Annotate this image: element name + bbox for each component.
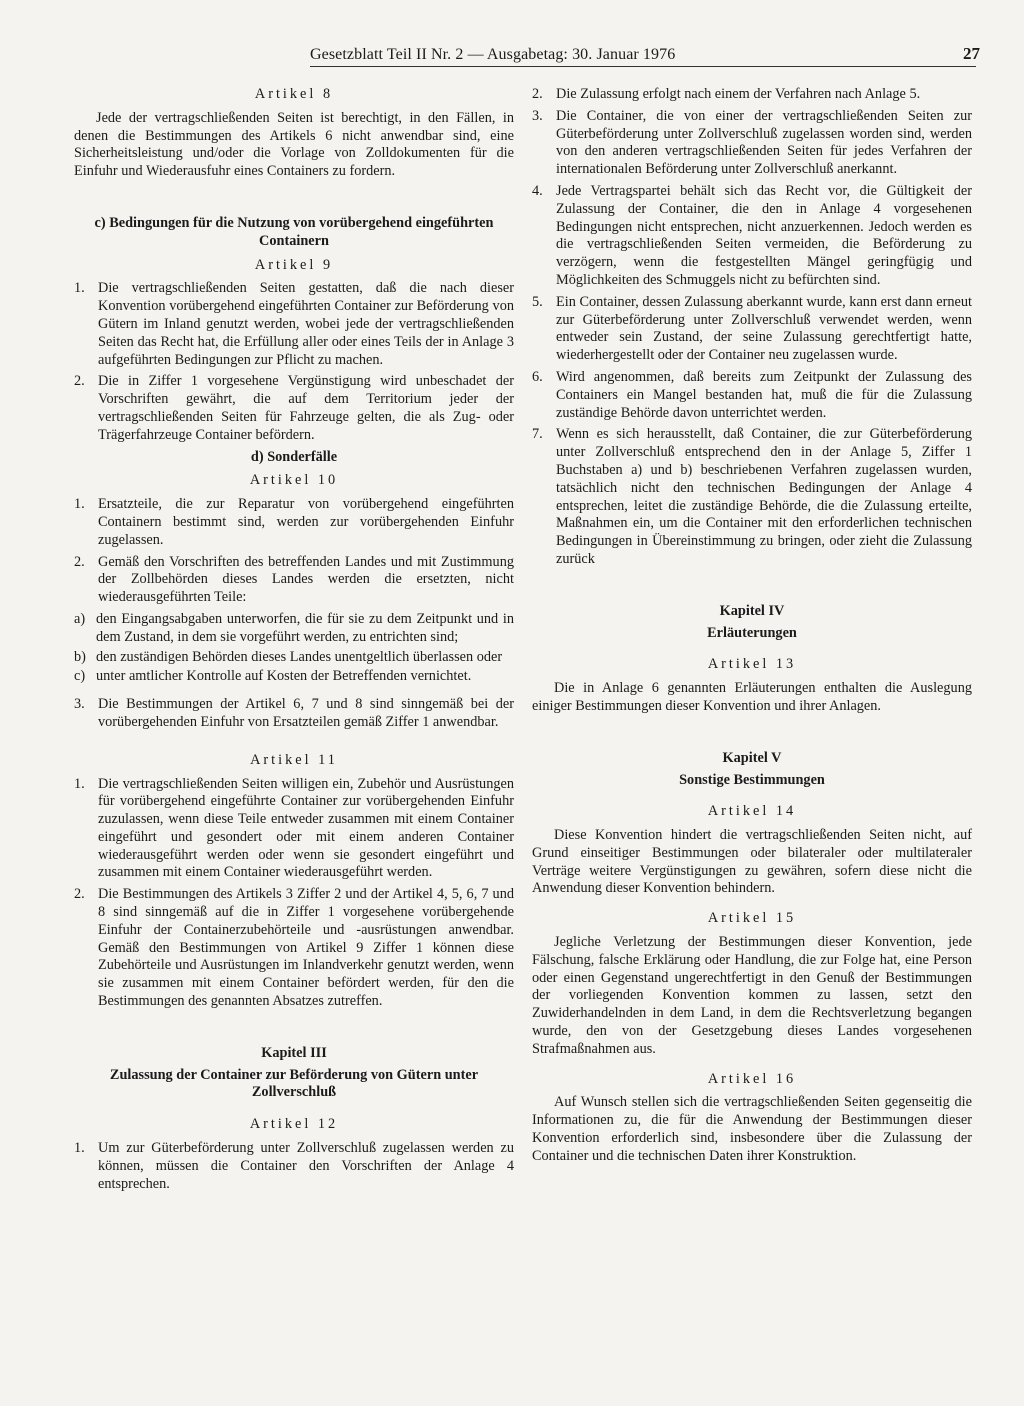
item-text: Die Zulassung erfolgt nach einem der Verfahren nach Anlage 5.	[556, 86, 921, 102]
article-13-text: Die in Anlage 6 genannten Erläuterungen enthalten die Auslegung einiger Bestimmungen dieser Konvention und ihrer Anlagen.	[532, 680, 972, 714]
item-number: 2.	[74, 373, 85, 390]
item-number: 2.	[532, 86, 543, 102]
item-number: 7.	[532, 426, 543, 443]
article-10-sub-a	[74, 611, 514, 647]
article-8-text: Jede der vertragschließenden Seiten ist berechtigt, in den Fällen, in denen die Bestimmungen des Artikels 6 nicht anwendbar sind, eine Sicherheitsleistung und/oder die Vorlage von Zolldokumenten für die Einfuhr und Wiederausfuhr eines Containers zu fordern.	[74, 109, 514, 180]
section-c-heading: c) Bedingungen für die Nutzung von vorübergehend eingeführten Containern	[94, 214, 494, 249]
chapter-5-subtitle: Sonstige Bestimmungen	[679, 771, 825, 788]
article-10-sub-c	[74, 668, 514, 686]
section-d-heading: d) Sonderfälle	[250, 448, 338, 465]
item-number: 2.	[74, 553, 85, 570]
chapter-4-subtitle: Erläuterungen	[707, 624, 797, 641]
chapter-5-title: Kapitel V	[722, 749, 782, 766]
chapter-3-title: Kapitel III	[261, 1044, 327, 1061]
article-10-heading: Artikel 10	[249, 472, 339, 489]
item-text: Die vertragschließenden Seiten gestatten, daß die nach dieser Konvention vorübergehend eingeführten Container zur Beförderung von Gütern im Inland genutzt werden, wobei jede der vertragschließenden Seiten das Recht hat, die Erfüllung aller oder eines Teils der in Anlage 3 aufgeführten Bedingungen zur Pflicht zu machen.	[98, 280, 514, 368]
article-12-item-1	[74, 1140, 514, 1193]
article-12-item-2	[532, 86, 972, 104]
item-number: 3.	[74, 696, 85, 713]
item-text: Die Bestimmungen des Artikels 3 Ziffer 2 und der Artikel 4, 5, 6, 7 und 8 sind sinngemäß auf die in Ziffer 1 vorgesehene vorübergehende Einfuhr der Containerzubehörteile und -ausrüstungen anwendbar. Gemäß den Bestimmungen von Artikel 9 Ziffer 1 können diese Zubehörteile und Ausrüstungen im Inlandverkehr genutzt werden, wenn sie zusammen mit einem Container befördert werden, für den die Bestimmungen des genannten Absatzes zutreffen.	[98, 886, 514, 1010]
article-14-text: Diese Konvention hindert die vertragschließenden Seiten nicht, auf Grund einseitiger Bestimmungen oder bilateraler oder multilateraler Verträge weitere Vergünstigungen zu gewähren, sofern diese nicht die Anwendung dieser Konvention behindern.	[532, 827, 972, 897]
article-16-text: Auf Wunsch stellen sich die vertragschließenden Seiten gegenseitig die Informationen zu, die für die Anwendung der Bestimmungen dieser Konvention erforderlich sind, insbesondere über die Zulassung der Container und die technischen Daten ihrer Konstruktion.	[532, 1094, 972, 1164]
article-11-item-1	[74, 776, 514, 883]
item-number: 3.	[532, 107, 543, 124]
page-number: 27	[963, 44, 980, 63]
item-number: 1.	[74, 1140, 85, 1157]
article-14-heading: Artikel 14	[707, 803, 797, 820]
item-text: Gemäß den Vorschriften des betreffenden Landes und mit Zustimmung der Zollbehörden dieses Landes werden die ersetzten, nicht wiederausgeführten Teile:	[98, 553, 514, 606]
item-number: 2.	[74, 886, 85, 903]
article-9-item-1	[74, 280, 514, 369]
article-9-item-2	[74, 373, 514, 444]
article-15-text: Jegliche Verletzung der Bestimmungen dieser Konvention, jede Fälschung, falsche Erklärung oder Handlung, die zur Folge hat, eine Person oder einen Gegenstand ungerechtfertigt in den Genuß der Bestimmungen der vorliegenden Konvention kommen zu lassen, setzt den Zuwiderhandelnden in dem Land, in dem die Rechtsverletzung begangen wurde, den von der Gesetzgebung dieses Landes vorgesehenen Strafmaßnahmen aus.	[532, 934, 972, 1057]
item-text: Ein Container, dessen Zulassung aberkannt wurde, kann erst dann erneut zur Güterbeförderung unter Zollverschluß verwendet werden, wenn entweder sein Zustand, der seine Zulassung gerechtfertigt hatte, wiederhergestellt oder der Container neu zugelassen wurde.	[556, 293, 972, 364]
page-header	[310, 44, 980, 64]
item-number: 4.	[532, 182, 543, 199]
item-text: Um zur Güterbeförderung unter Zollverschluß zugelassen werden zu können, müssen die Container den Vorschriften der Anlage 4 entsprechen.	[98, 1140, 514, 1192]
article-12-item-6	[532, 369, 972, 422]
article-12-item-4	[532, 183, 972, 290]
item-text: Wird angenommen, daß bereits zum Zeitpunkt der Zulassung des Containers ein Mangel bestanden hat, muß die für die Zulassung zuständige Behörde davon unterrichtet werden.	[556, 368, 972, 421]
item-text: Die vertragschließenden Seiten willigen ein, Zubehör und Ausrüstungen für vorübergehend eingeführte Container zur vorübergehenden Einfuhr zuzulassen, wenn diese Teile entweder zusammen mit einem Container eingeführt und gesondert oder mit einem anderen Container wiederausgeführt werden oder wenn sie gesondert eingeführt und zusammen mit einem Container wiederausgeführt werden.	[98, 775, 514, 881]
article-12-item-5	[532, 294, 972, 365]
article-11-item-2	[74, 886, 514, 1011]
sub-text: unter amtlicher Kontrolle auf Kosten der Betreffenden vernichtet.	[96, 668, 472, 685]
item-text: Die Bestimmungen der Artikel 6, 7 und 8 sind sinngemäß bei der vorübergehenden Einfuhr von Ersatzteilen gemäß Ziffer 1 anwendbar.	[98, 696, 514, 730]
item-text: Jede Vertragspartei behält sich das Recht vor, die Gültigkeit der Zulassung der Container, die den in Anlage 4 vorgesehenen Bedingungen nicht entsprechen, nicht anzuerkennen. Jedoch werden es die vertragschließenden Seiten vermeiden, die Beförderung zu verzögern, wenn die festgestellten Mängel geringfügig und Möglichkeiten des Schmuggels nicht zu befürchten sind.	[556, 182, 972, 288]
sub-letter: c)	[74, 668, 86, 685]
article-12-heading: Artikel 12	[249, 1116, 339, 1133]
sub-letter: b)	[74, 648, 86, 665]
article-10-item-1	[74, 496, 514, 549]
article-13-heading: Artikel 13	[707, 656, 797, 673]
header-rule	[310, 66, 976, 67]
article-8-heading: Artikel 8	[254, 86, 334, 102]
item-number: 1.	[74, 280, 85, 297]
item-number: 1.	[74, 775, 85, 792]
chapter-3-subtitle: Zulassung der Container zur Beförderung von Gütern unter Zollverschluß	[109, 1066, 479, 1101]
article-10-item-2	[74, 554, 514, 607]
article-12-item-3	[532, 108, 972, 179]
article-9-heading: Artikel 9	[254, 256, 334, 273]
item-number: 1.	[74, 496, 85, 513]
item-text: Die Container, die von einer der vertragschließenden Seiten zur Güterbeförderung unter Zollverschluß zugelassen worden sind, werden von den anderen vertragschließenden Seiten für jedes Verfahren der internationalen Beförderung unter Zollverschluß anerkannt.	[556, 107, 972, 178]
article-15-heading: Artikel 15	[707, 910, 797, 927]
chapter-4-title: Kapitel IV	[719, 602, 785, 619]
article-10-sub-b	[74, 649, 514, 667]
left-column	[74, 86, 514, 1197]
item-number: 6.	[532, 368, 543, 385]
article-16-heading: Artikel 16	[707, 1070, 797, 1087]
article-11-heading: Artikel 11	[250, 751, 338, 768]
item-text: Wenn es sich herausstellt, daß Container, die zur Güterbeförderung unter Zollverschluß entsprechend den in der Anlage 5, Ziffer 1 Buchstaben a) und b) beschriebenen Verfahren zugelassen wurden, tatsächlich nicht den technischen Bedingungen der Anlage 4 entsprechen, leitet die zuständige Behörde, die die Zulassung erteilte, Maßnahmen ein, um die Container mit den erforderlichen technischen Bedingungen in Übereinstimmung zu bringen, oder zieht die Zulassung zurück	[556, 426, 972, 567]
header-title: Gesetzblatt Teil II Nr. 2 — Ausgabetag: 30. Januar 1976	[310, 46, 676, 63]
sub-text: den Eingangsabgaben unterworfen, die für sie zu dem Zeitpunkt und in dem Zustand, in dem sie vorgeführt werden, zu entrichten sind;	[96, 610, 514, 645]
item-number: 5.	[532, 293, 543, 310]
sub-text: den zuständigen Behörden dieses Landes unentgeltlich überlassen oder	[96, 648, 503, 665]
item-text: Ersatzteile, die zur Reparatur von vorübergehend eingeführten Containern bestimmt sind, werden zur vorübergehenden Einfuhr zugelassen.	[98, 496, 514, 548]
sub-letter: a)	[74, 610, 86, 627]
item-text: Die in Ziffer 1 vorgesehene Vergünstigung wird unbeschadet der Vorschriften gewährt, die auf dem Territorium jeder der vertragschließenden Seiten für Fahrzeuge gelten, die als Zug- oder Trägerfahrzeuge Container befördern.	[98, 373, 514, 443]
article-12-item-7	[532, 426, 972, 568]
article-10-item-3	[74, 696, 514, 732]
right-column	[532, 86, 972, 1170]
